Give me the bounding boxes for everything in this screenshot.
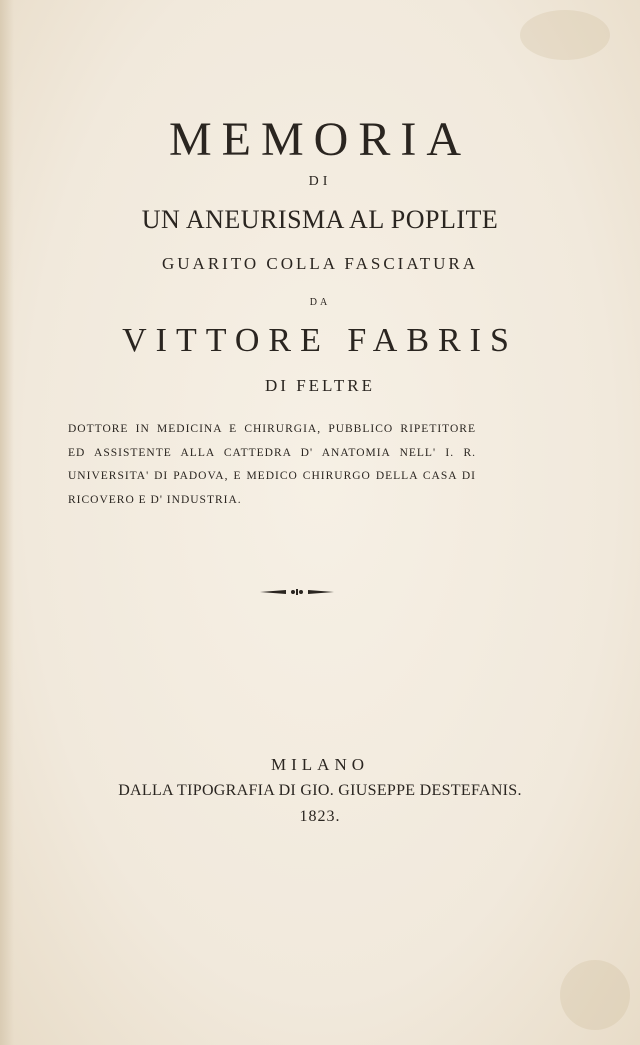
imprint-printer: DALLA TIPOGRAFIA DI GIO. GIUSEPPE DESTEFANIS. — [118, 782, 522, 799]
title-memoria: MEMORIA — [168, 113, 471, 166]
title-subtitle: GUARITO COLLA FASCIATURA — [161, 254, 478, 273]
title-subject: UN ANEURISMA AL POPLITE — [141, 205, 499, 234]
author-description: DOTTORE IN MEDICINA E CHIRURGIA, PUBBLICO RIPETITORE ED ASSISTENTE ALLA CATTEDRA D' ANATOMIA NELL' I. R. UNIVERSITA' DI PADOVA, E MEDICO CHIRURGO DELLA CASA DI RICOVERO E D' INDUSTRIA. — [68, 423, 476, 506]
title-di: DI — [308, 174, 332, 189]
imprint-year: 1823. — [299, 808, 341, 825]
title-da: DA — [309, 297, 331, 308]
ornament-rule-icon — [258, 586, 336, 598]
imprint-city: MILANO — [271, 755, 369, 774]
paper-stain — [520, 10, 610, 60]
paper-stain — [560, 960, 630, 1030]
author-origin: DI FELTRE — [265, 376, 375, 395]
author-name: VITTORE FABRIS — [122, 322, 518, 359]
